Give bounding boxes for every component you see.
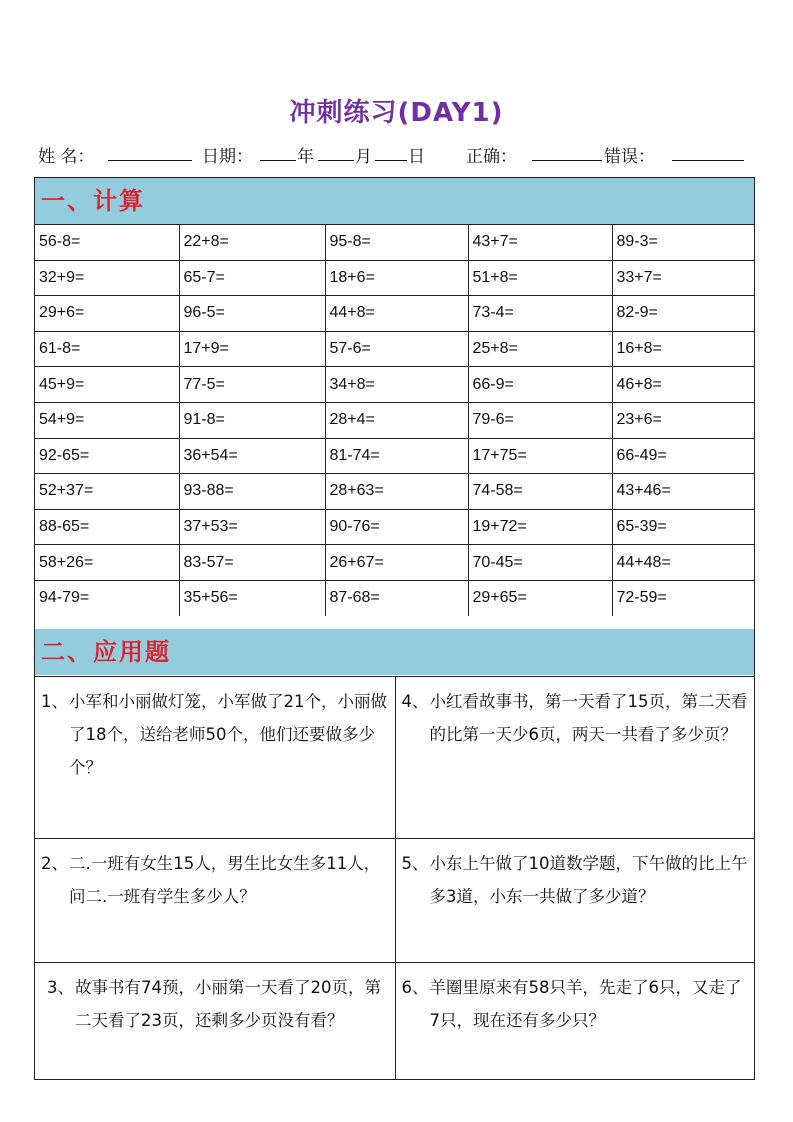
calc-problem-cell[interactable]: 65-7=: [179, 260, 325, 296]
calc-row: [35, 474, 754, 510]
calc-table: [35, 224, 754, 616]
problem-text: 二.一班有女生15人，男生比女生多11人，问二.一班有学生多少人？: [69, 854, 381, 906]
calc-problem-cell[interactable]: 29+65=: [468, 580, 612, 616]
calc-row: [35, 367, 754, 403]
calc-problem-cell[interactable]: 79-6=: [468, 402, 612, 438]
calc-problem-cell[interactable]: 28+4=: [325, 402, 468, 438]
calc-problem-cell[interactable]: 22+8=: [179, 225, 325, 261]
calc-problem-cell[interactable]: 58+26=: [35, 545, 179, 581]
problem-text: 羊圈里原来有58只羊，先走了6只，又走了7只，现在还有多少只？: [429, 978, 742, 1030]
calc-problem-cell[interactable]: 17+9=: [179, 331, 325, 367]
calc-problem-cell[interactable]: 57-6=: [325, 331, 468, 367]
word-problem-cell[interactable]: [395, 963, 754, 1080]
year-label: 年: [297, 147, 314, 167]
calc-problem-cell[interactable]: 29+6=: [35, 296, 179, 332]
calc-problem-cell[interactable]: 81-74=: [325, 438, 468, 474]
calc-problem-cell[interactable]: 88-65=: [35, 509, 179, 545]
month-label: 月: [355, 147, 372, 167]
calc-problem-cell[interactable]: 28+63=: [325, 474, 468, 510]
calc-problem-cell[interactable]: 37+53=: [179, 509, 325, 545]
calc-problem-cell[interactable]: 74-58=: [468, 474, 612, 510]
word-problem-cell[interactable]: [395, 839, 754, 963]
calc-row: [35, 296, 754, 332]
calc-problem-cell[interactable]: 91-8=: [179, 402, 325, 438]
problem-number: 4、: [401, 692, 429, 711]
calc-problem-cell[interactable]: 73-4=: [468, 296, 612, 332]
wrong-label: 错误：: [604, 147, 655, 167]
calc-row: [35, 545, 754, 581]
worksheet: [34, 177, 755, 1080]
calc-problem-cell[interactable]: 66-49=: [612, 438, 754, 474]
calc-problem-cell[interactable]: 94-79=: [35, 580, 179, 616]
calc-problem-cell[interactable]: 36+54=: [179, 438, 325, 474]
calc-problem-cell[interactable]: 83-57=: [179, 545, 325, 581]
page-title: 冲刺练习(DAY1): [289, 98, 504, 128]
calc-row: [35, 260, 754, 296]
calc-problem-cell[interactable]: 16+8=: [612, 331, 754, 367]
calc-problem-cell[interactable]: 93-88=: [179, 474, 325, 510]
calc-row: [35, 438, 754, 474]
name-label: 姓 名：: [38, 147, 95, 167]
problem-text: 小东上午做了10道数学题，下午做的比上午多3道，小东一共做了多少道？: [429, 854, 748, 906]
calc-problem-cell[interactable]: 45+9=: [35, 367, 179, 403]
date-label: 日期：: [202, 147, 253, 167]
calc-problem-cell[interactable]: 19+72=: [468, 509, 612, 545]
calc-problem-cell[interactable]: 18+6=: [325, 260, 468, 296]
problem-text: 小红看故事书，第一天看了15页，第二天看的比第一天少6页，两天一共看了多少页？: [429, 692, 748, 744]
problem-number: 3、: [47, 978, 74, 997]
calc-problem-cell[interactable]: 17+75=: [468, 438, 612, 474]
calc-problem-cell[interactable]: 72-59=: [612, 580, 754, 616]
problem-number: 2、: [41, 854, 68, 873]
problem-number: 6、: [401, 978, 429, 997]
calc-problem-cell[interactable]: 82-9=: [612, 296, 754, 332]
day-label: 日: [408, 147, 425, 167]
calc-problem-cell[interactable]: 46+8=: [612, 367, 754, 403]
word-problem-table: [35, 676, 754, 1080]
calc-problem-cell[interactable]: 43+7=: [468, 225, 612, 261]
calc-problem-cell[interactable]: 66-9=: [468, 367, 612, 403]
calc-problem-cell[interactable]: 35+56=: [179, 580, 325, 616]
calc-problem-cell[interactable]: 77-5=: [179, 367, 325, 403]
word-problem-section-heading: 二、应用题: [35, 629, 754, 675]
calc-problem-cell[interactable]: 26+67=: [325, 545, 468, 581]
calc-problem-cell[interactable]: 95-8=: [325, 225, 468, 261]
calc-row: [35, 225, 754, 261]
calc-problem-cell[interactable]: 65-39=: [612, 509, 754, 545]
correct-label: 正确：: [466, 147, 517, 167]
calc-problem-cell[interactable]: 96-5=: [179, 296, 325, 332]
calc-problem-cell[interactable]: 56-8=: [35, 225, 179, 261]
calc-problem-cell[interactable]: 52+37=: [35, 474, 179, 510]
calc-problem-cell[interactable]: 89-3=: [612, 225, 754, 261]
calc-problem-cell[interactable]: 23+6=: [612, 402, 754, 438]
word-problem-cell[interactable]: [395, 677, 754, 839]
problem-number: 5、: [401, 854, 429, 873]
calc-problem-cell[interactable]: 54+9=: [35, 402, 179, 438]
problem-text: 故事书有74预，小丽第一天看了20页，第二天看了23页，还剩多少页没有看？: [75, 978, 381, 1030]
calc-problem-cell[interactable]: 43+46=: [612, 474, 754, 510]
calc-problem-cell[interactable]: 44+48=: [612, 545, 754, 581]
calc-problem-cell[interactable]: 87-68=: [325, 580, 468, 616]
calc-problem-cell[interactable]: 70-45=: [468, 545, 612, 581]
calc-problem-cell[interactable]: 25+8=: [468, 331, 612, 367]
calc-problem-cell[interactable]: 90-76=: [325, 509, 468, 545]
problem-text: 小军和小丽做灯笼，小军做了21个，小丽做了18个，送给老师50个，他们还要做多少个？: [69, 692, 387, 777]
calc-row: [35, 402, 754, 438]
word-problem-cell[interactable]: [35, 963, 395, 1080]
calc-problem-cell[interactable]: 44+8=: [325, 296, 468, 332]
calc-problem-cell[interactable]: 33+7=: [612, 260, 754, 296]
calc-problem-cell[interactable]: 61-8=: [35, 331, 179, 367]
calc-row: [35, 331, 754, 367]
calc-problem-cell[interactable]: 32+9=: [35, 260, 179, 296]
student-info-line: [38, 142, 754, 170]
calc-row: [35, 509, 754, 545]
calc-section-heading: 一、计算: [35, 178, 754, 224]
calc-problem-cell[interactable]: 51+8=: [468, 260, 612, 296]
problem-number: 1、: [41, 692, 68, 711]
calc-problem-cell[interactable]: 92-65=: [35, 438, 179, 474]
word-problem-cell[interactable]: [35, 839, 395, 963]
word-problem-cell[interactable]: [35, 677, 395, 839]
calc-problem-cell[interactable]: 34+8=: [325, 367, 468, 403]
calc-row: [35, 580, 754, 616]
